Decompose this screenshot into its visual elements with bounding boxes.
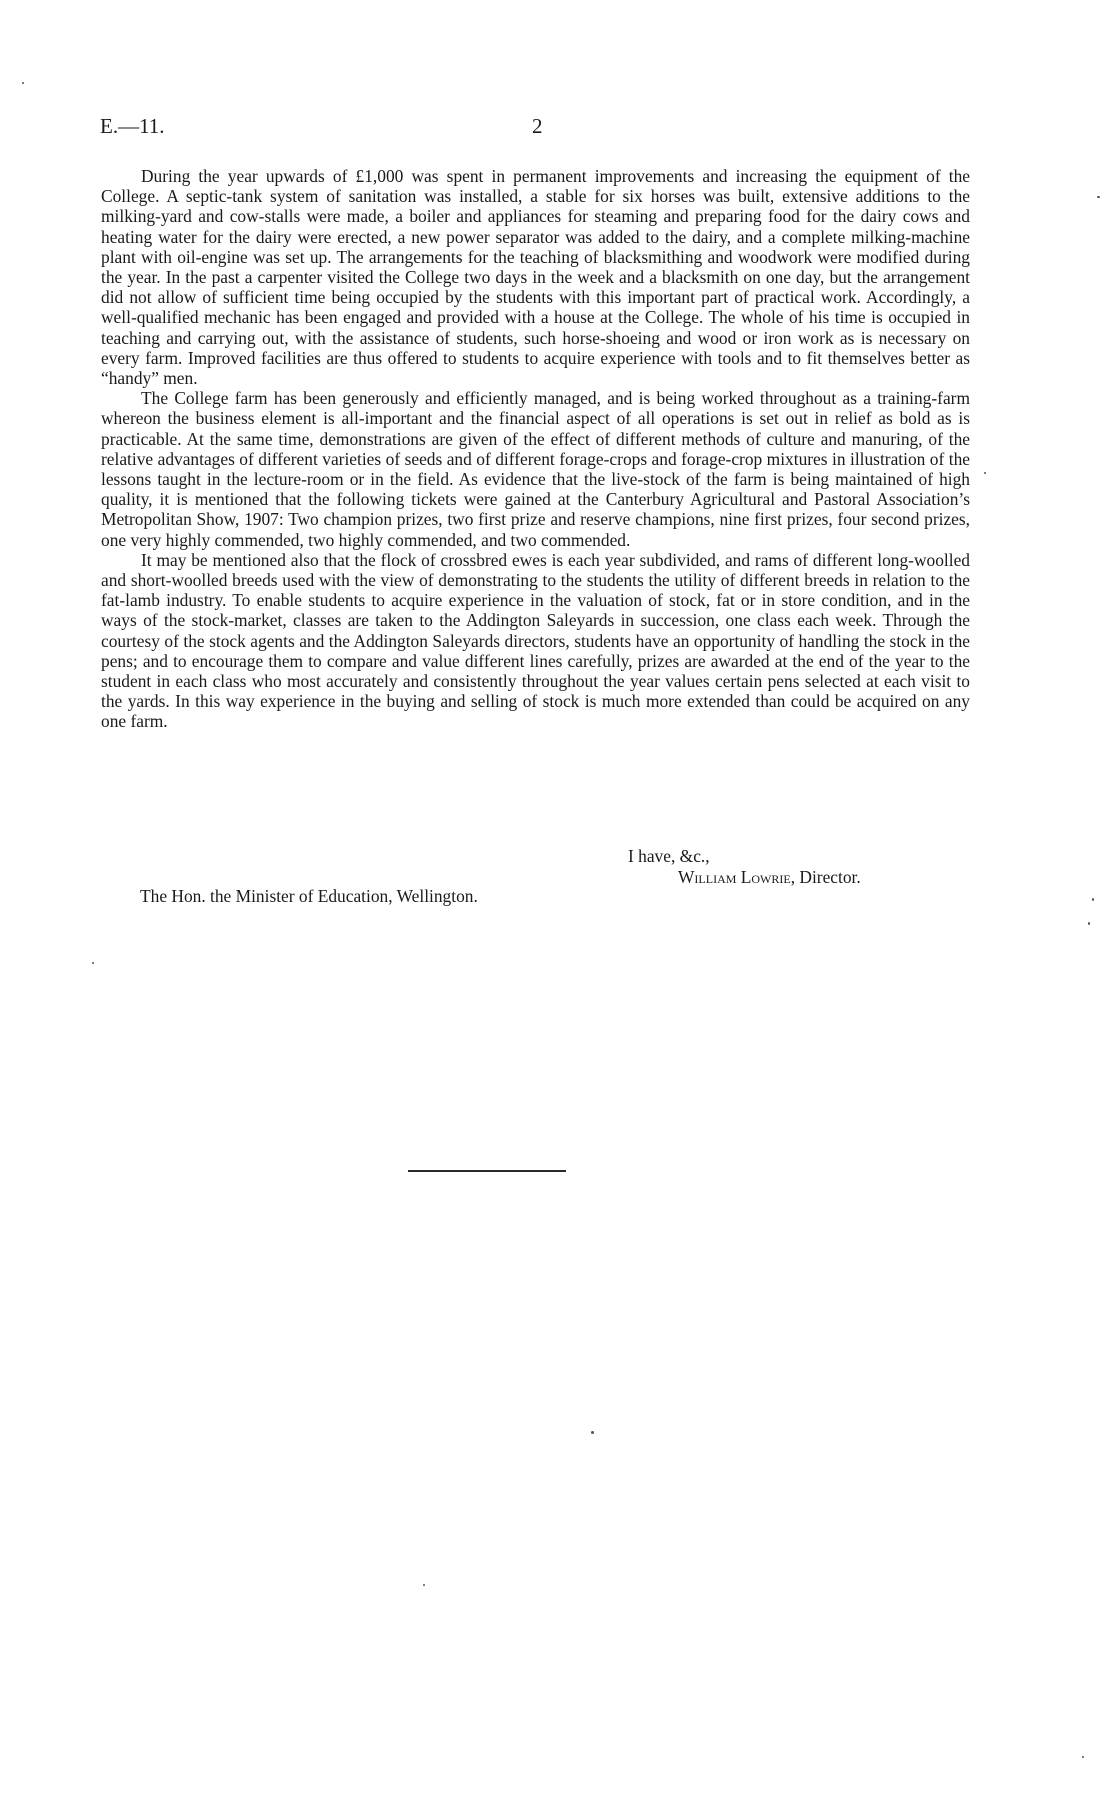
- letter-closing: [628, 846, 861, 887]
- scan-speck: [1097, 196, 1100, 198]
- end-rule: [408, 1170, 566, 1172]
- scan-speck: [423, 1584, 425, 1586]
- document-code: E.—11.: [100, 114, 165, 138]
- scan-speck: [1082, 1756, 1084, 1758]
- paragraph-flock-and-stock: It may be mentioned also that the flock of crossbred ewes is each year subdivided, and rams of different long-woolled and short-woolled breeds used with the view of demonstrating to the students the utility of different breeds in relation to the fat-lamb industry. To enable students to acquire experience in the valuation of stock, fat or in store condition, and in the ways of the stock-market, classes are taken to the Addington Saleyards in succession, one class each week. Through the courtesy of the stock agents and the Addington Saleyards directors, students have an opportunity of handling the stock in the pens; and to encourage them to compare and value different lines carefully, prizes are awarded at the end of the year to the student in each class who most accurately and consistently throughout the year values certain pens selected at each visit to the yards. In this way experience in the buying and selling of stock is much more extended than could be acquired on any one farm.: [101, 549, 970, 732]
- scan-speck: [22, 82, 24, 84]
- scan-speck: [1088, 922, 1090, 925]
- signature-line: [678, 867, 861, 888]
- scan-speck: [92, 962, 94, 964]
- page-number: 2: [532, 114, 543, 138]
- paragraph-improvements: During the year upwards of £1,000 was spent in permanent improvements and increasing the equipment of the College. A septic-tank system of sanitation was installed, a stable for six horses was built, extensive additions to the milking-yard and cow-stalls were made, a boiler and appliances for steaming and preparing food for the dairy cows and heating water for the dairy were erected, a new power separator was added to the dairy, and a complete milking-machine plant with oil-engine was set up. The arrangements for the teaching of blacksmithing and woodwork were modified during the year. In the past a carpenter visited the College two days in the week and a blacksmith on one day, but the arrangement did not allow of sufficient time being occupied by the students with this important part of practical work. Accordingly, a well-qualified mechanic has been engaged and provided with a house at the College. The whole of his time is occupied in teaching and carrying out, with the assistance of students, such horse-shoeing and wood or iron work as is necessary on every farm. Improved facilities are thus offered to students to acquire experience with tools and to fit themselves better as “handy” men.: [101, 166, 970, 389]
- page-header: [100, 114, 980, 144]
- scan-speck: [591, 1431, 594, 1434]
- paragraph-college-farm: The College farm has been generously and efficiently managed, and is being worked throughout as a training-farm whereon the business element is all-important and the financial aspect of all operations is set out in relief as bold as is practicable. At the same time, demonstrations are given of the effect of different methods of culture and manuring, of the relative advantages of different varieties of seeds and of different forage-crops and forage-crop mixtures in illustration of the lessons taught in the lecture-room or in the field. As evidence that the live-stock of the farm is being maintained of high quality, it is mentioned that the following tickets were gained at the Canterbury Agricultural and Pastoral Association’s Metropolitan Show, 1907: Two champion prizes, two first prize and reserve champions, nine first prizes, four second prizes, one very highly commended, two highly commended, and two commended.: [101, 388, 970, 550]
- letter-body: [101, 166, 970, 732]
- signatory-title: , Director.: [790, 866, 861, 887]
- scan-speck: [1092, 898, 1094, 901]
- scan-speck: [984, 472, 986, 474]
- addressee-line: The Hon. the Minister of Education, Wellington.: [140, 886, 478, 906]
- signatory-name: William Lowrie: [678, 866, 791, 887]
- closing-salutation: I have, &c.,: [628, 846, 710, 866]
